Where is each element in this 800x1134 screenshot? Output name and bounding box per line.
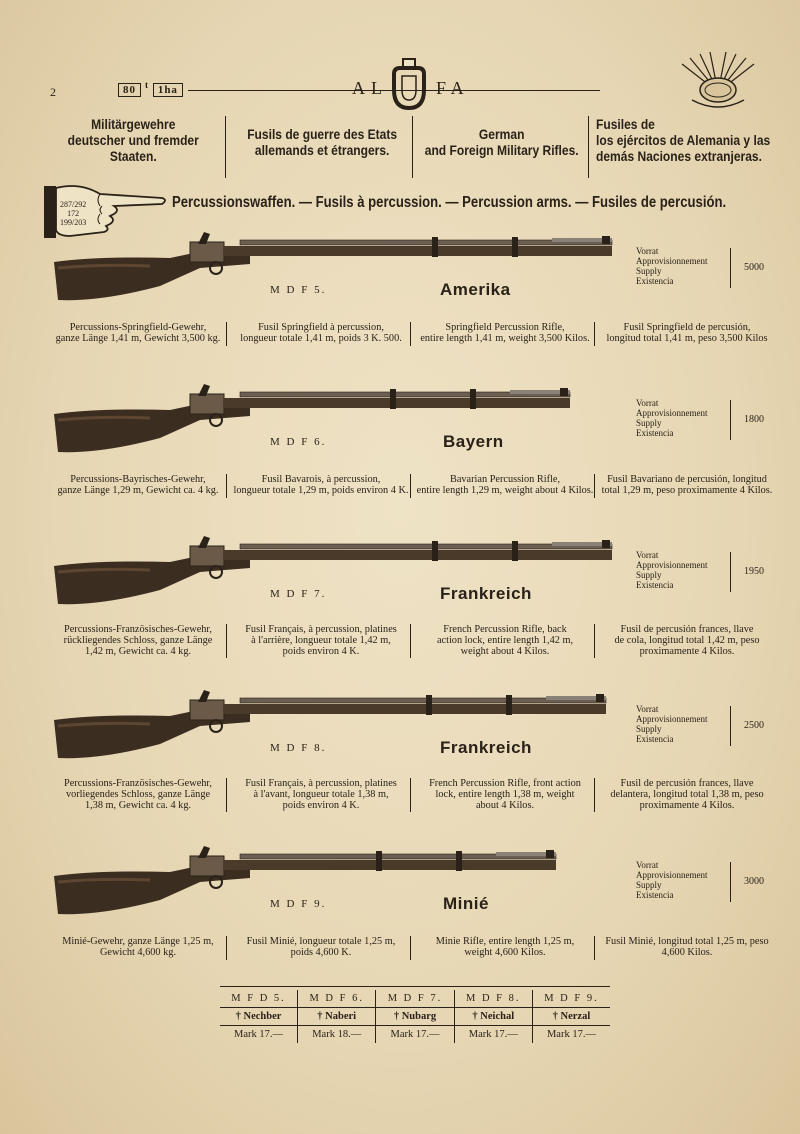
stock-labels [636, 704, 728, 744]
code-table-row-codewords [220, 1008, 610, 1026]
description-divider [226, 474, 227, 498]
stock-label: Approvisionnement [636, 560, 708, 570]
stock-label: Vorrat [636, 246, 659, 256]
description-divider [226, 778, 227, 812]
title-divider-3 [588, 116, 589, 178]
description-spanish: Fusil Minié, longitud total 1,25 m, peso 4,600 Kilos. [605, 936, 769, 958]
description-divider [226, 936, 227, 960]
code-table-cell: † Naberi [298, 1008, 376, 1026]
stock-label: Approvisionnement [636, 714, 708, 724]
code-table-cell: † Nechber [220, 1008, 298, 1026]
stock-label: Supply [636, 724, 662, 734]
title-german: Militärgewehre deutscher und fremder Staaten. [67, 116, 199, 164]
rifle-illustration [40, 842, 630, 922]
stock-label: Vorrat [636, 704, 659, 714]
code-table-cell: M D F 9. [532, 990, 610, 1008]
code-table-cell: † Neichal [454, 1008, 532, 1026]
code-table-cell: † Nerzal [532, 1008, 610, 1026]
stock-labels [636, 860, 728, 900]
stock-bracket [730, 248, 731, 288]
code-table-row-prices [220, 1026, 610, 1044]
brand-name-right: FA [436, 78, 470, 98]
description-divider [410, 474, 411, 498]
description-german: Minié-Gewehr, ganze Länge 1,25 m, Gewicht 4,600 kg. [62, 936, 214, 958]
rifle-name: Frankreich [440, 738, 532, 757]
stock-label: Supply [636, 880, 662, 890]
stock-label: Existencia [636, 580, 674, 590]
rifle-illustration [40, 228, 630, 308]
title-spanish: Fusiles de los ejércitos de Alemania y las demás Naciones extranjeras. [596, 116, 771, 164]
stock-quantity: 1950 [744, 566, 764, 577]
code-table-top-rule [220, 986, 610, 987]
code-table-row-models [220, 990, 610, 1008]
stock-label: Supply [636, 266, 662, 276]
stock-labels [636, 550, 728, 590]
description-spanish: Fusil de percusión frances, llave delantera, longitud total 1,38 m, peso proximamente 4 Kilos. [610, 778, 764, 811]
catalog-code-left: 80 [118, 83, 141, 97]
stock-quantity: 1800 [744, 414, 764, 425]
stock-labels [636, 398, 728, 438]
stock-label: Approvisionnement [636, 408, 708, 418]
stock-label: Existencia [636, 890, 674, 900]
description-english: Bavarian Percussion Rifle, entire length 1,29 m, weight about 4 Kilos. [416, 474, 594, 496]
description-divider [410, 624, 411, 658]
description-spanish: Fusil Springfield de percusión, longitud total 1,41 m, peso 3,500 Kilos [606, 322, 768, 344]
stock-label: Existencia [636, 428, 674, 438]
code-table-cell: † Nubarg [376, 1008, 454, 1026]
stock-quantity: 3000 [744, 876, 764, 887]
description-english: French Percussion Rifle, front action lock, entire length 1,38 m, weight about 4 Kilos. [429, 778, 581, 811]
description-divider [226, 322, 227, 346]
rifle-crest-emblem [672, 52, 764, 112]
description-divider [594, 322, 595, 346]
rifle-illustration [40, 380, 630, 460]
description-spanish: Fusil de percusión frances, llave de cola, longitud total 1,42 m, peso proximamente 4 Kilos. [614, 624, 760, 657]
catalog-code [118, 80, 187, 96]
stock-label: Approvisionnement [636, 870, 708, 880]
stock-label: Supply [636, 418, 662, 428]
model-number: M D F 7. [270, 588, 327, 600]
code-table-cell: M D F 7. [376, 990, 454, 1008]
rifle-name: Bayern [443, 432, 504, 451]
stock-quantity: 5000 [744, 262, 764, 273]
code-table-cell: Mark 17.— [546, 1029, 596, 1040]
description-german: Percussions-Springfield-Gewehr, ganze Länge 1,41 m, Gewicht 3,500 kg. [55, 322, 221, 344]
hand-reference-numbers: 287/292 172 199/203 [60, 200, 87, 227]
model-number: M D F 6. [270, 436, 327, 448]
alfa-monogram-logo [386, 56, 432, 116]
catalog-code-sup: t [145, 80, 150, 90]
description-divider [594, 624, 595, 658]
model-number: M D F 5. [270, 284, 327, 296]
stock-bracket [730, 400, 731, 440]
rifle-name: Frankreich [440, 584, 532, 603]
stock-bracket [730, 706, 731, 746]
description-french: Fusil Springfield à percussion, longueur totale 1,41 m, poids 3 K. 500. [240, 322, 402, 344]
description-divider [594, 936, 595, 960]
title-divider-1 [225, 116, 226, 178]
stock-label: Approvisionnement [636, 256, 708, 266]
code-table-cell: M D F 8. [454, 990, 532, 1008]
description-french: Fusil Bavarois, à percussion, longueur totale 1,29 m, poids environ 4 K. [233, 474, 409, 496]
code-table-cell: M F D 5. [220, 990, 298, 1008]
description-english: Springfield Percussion Rifle, entire length 1,41 m, weight 3,500 Kilos. [420, 322, 590, 344]
description-french: Fusil Français, à percussion, platines à l'avant, longueur totale 1,38 m, poids environ 4 K. [245, 778, 397, 811]
description-english: French Percussion Rifle, back action lock, entire length 1,42 m, weight about 4 Kilos. [436, 624, 574, 657]
code-table-cell: Mark 18.— [298, 1026, 376, 1044]
stock-label: Vorrat [636, 550, 659, 560]
stock-label: Supply [636, 570, 662, 580]
section-banner: Percussionswaffen. — Fusils à percussion. — Percussion arms. — Fusiles de percusión. [172, 194, 727, 211]
rifle-illustration [40, 686, 630, 766]
description-french: Fusil Minié, longueur totale 1,25 m, poids 4,600 K. [246, 936, 396, 958]
description-divider [594, 778, 595, 812]
title-english: German and Foreign Military Rifles. [424, 126, 579, 158]
stock-bracket [730, 552, 731, 592]
stock-label: Existencia [636, 276, 674, 286]
description-french: Fusil Français, à percussion, platines à l'arrière, longueur totale 1,42 m, poids environ 4 K. [245, 624, 397, 657]
description-divider [594, 474, 595, 498]
page-number: 2 [50, 85, 56, 99]
rifle-name: Amerika [440, 280, 511, 299]
description-german: Percussions-Bayrisches-Gewehr, ganze Länge 1,29 m, Gewicht ca. 4 kg. [57, 474, 219, 496]
title-french: Fusils de guerre des Etats allemands et étrangers. [247, 126, 398, 158]
rifle-illustration [40, 532, 630, 612]
description-divider [410, 936, 411, 960]
description-divider [410, 778, 411, 812]
stock-quantity: 2500 [744, 720, 764, 731]
order-code-table [220, 990, 610, 1043]
description-german: Percussions-Französisches-Gewehr, rückliegendes Schloss, ganze Länge 1,42 m, Gewicht ca. 4 kg. [63, 624, 213, 657]
brand-name-left: AL [352, 78, 388, 98]
description-divider [410, 322, 411, 346]
title-divider-2 [412, 116, 413, 178]
description-english: Minie Rifle, entire length 1,25 m, weight 4,600 Kilos. [435, 936, 575, 958]
code-table-cell: M D F 6. [298, 990, 376, 1008]
description-divider [226, 624, 227, 658]
catalog-code-right: 1ha [153, 83, 183, 97]
stock-label: Existencia [636, 734, 674, 744]
description-spanish: Fusil Bavariano de percusión, longitud total 1,29 m, peso proximamente 4 Kilos. [601, 474, 773, 496]
description-german: Percussions-Französisches-Gewehr, vorliegendes Schloss, ganze Länge 1,38 m, Gewicht ca. 4 kg. [64, 778, 212, 811]
stock-label: Vorrat [636, 398, 659, 408]
model-number: M D F 9. [270, 898, 327, 910]
stock-labels [636, 246, 728, 286]
stock-label: Vorrat [636, 860, 659, 870]
code-table-cell: Mark 17.— [376, 1026, 454, 1044]
code-table-cell: Mark 17.— [454, 1026, 532, 1044]
rifle-name: Minié [443, 894, 489, 913]
stock-bracket [730, 862, 731, 902]
model-number: M D F 8. [270, 742, 327, 754]
code-table-cell: Mark 17.— [220, 1026, 298, 1044]
